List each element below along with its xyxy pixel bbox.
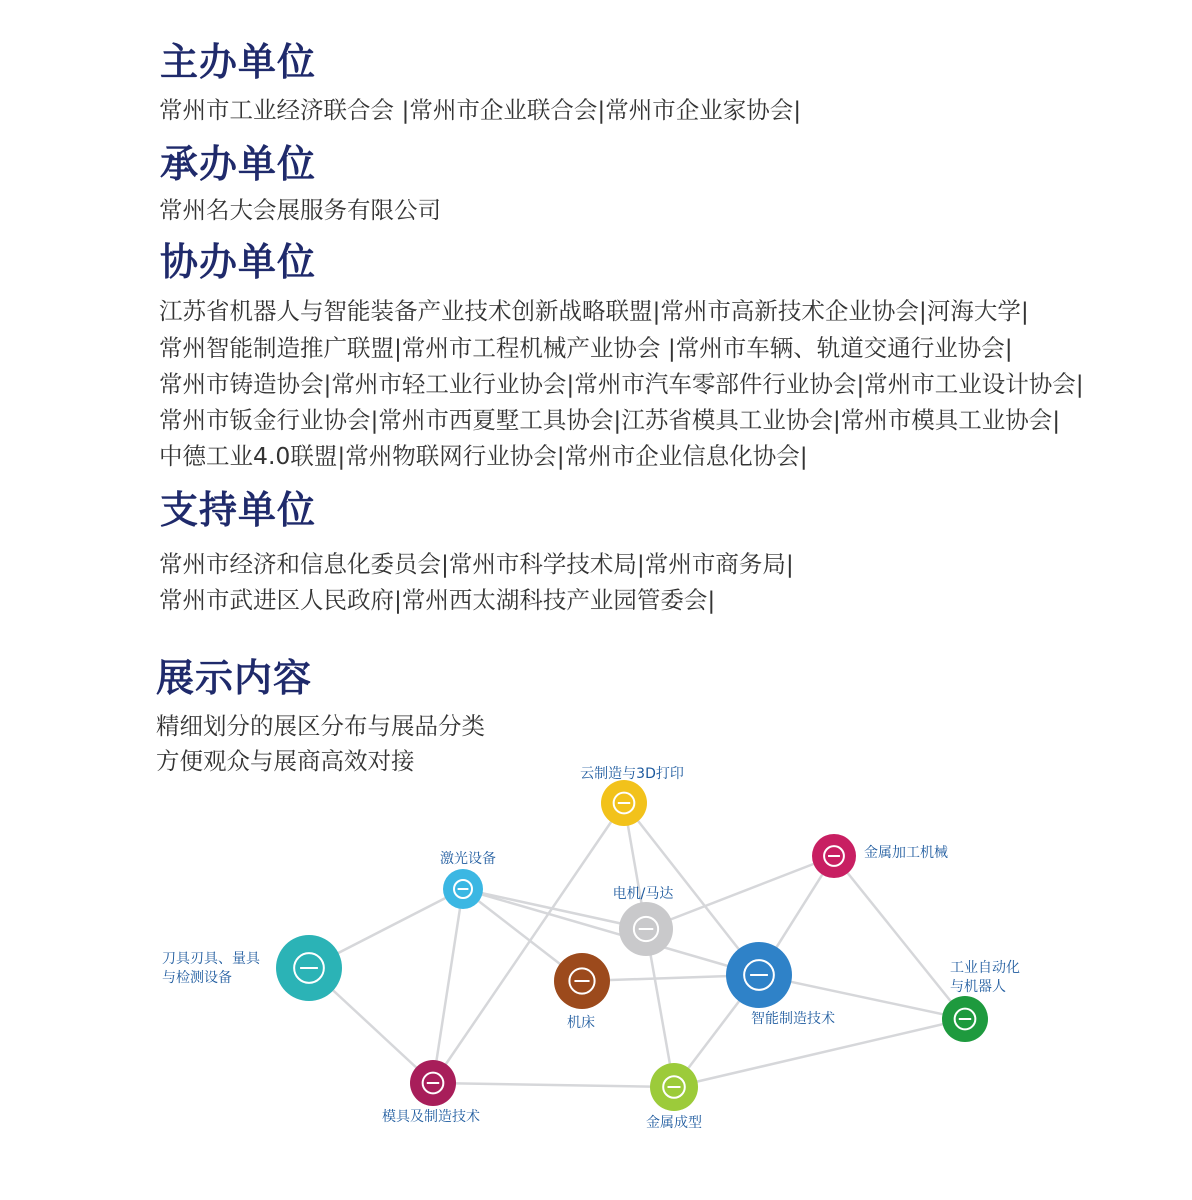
node-motor	[613, 885, 674, 956]
node-cloud	[580, 765, 684, 826]
node-label: 与机器人	[950, 979, 1006, 995]
supporter-line-1: 常州市经济和信息化委员会|常州市科学技术局|常州市商务局|	[159, 550, 794, 578]
heading-display: 展示内容	[156, 656, 313, 700]
network-nodes	[162, 765, 1020, 1131]
display-line-2: 方便观众与展商高效对接	[156, 747, 415, 775]
node-label: 电机/马达	[612, 886, 674, 902]
node-label: 金属成型	[646, 1115, 702, 1131]
heading-host: 主办单位	[160, 40, 317, 84]
node-label: 激光设备	[440, 851, 496, 867]
heading-co-organizer: 协办单位	[160, 240, 317, 284]
co-organizer-line-4: 常州市钣金行业协会|常州市西夏墅工具协会|江苏省模具工业协会|常州市模具工业协会|	[159, 406, 1061, 434]
node-forming	[646, 1063, 702, 1131]
node-label: 金属加工机械	[864, 845, 948, 861]
node-machine	[554, 953, 610, 1031]
network-edge	[433, 803, 624, 1083]
node-robot	[942, 959, 1020, 1042]
co-organizer-line-2: 常州智能制造推广联盟|常州市工程机械产业协会 |常州市车辆、轨道交通行业协会|	[159, 334, 1013, 362]
organizer-orgs: 常州名大会展服务有限公司	[159, 196, 441, 224]
node-cutting	[162, 935, 342, 1001]
node-label: 刀具刃具、量具	[162, 951, 260, 967]
node-mold	[382, 1060, 480, 1125]
node-smart	[726, 942, 835, 1027]
host-orgs: 常州市工业经济联合会 |常州市企业联合会|常州市企业家协会|	[159, 96, 802, 124]
network-edge	[433, 1083, 674, 1087]
node-label: 工业自动化	[950, 960, 1020, 976]
heading-organizer: 承办单位	[160, 142, 317, 186]
node-label: 智能制造技术	[751, 1011, 835, 1027]
node-metalwork	[812, 834, 948, 878]
display-line-1: 精细划分的展区分布与展品分类	[156, 712, 485, 740]
node-label: 与检测设备	[162, 970, 232, 986]
node-label: 机床	[567, 1015, 595, 1031]
co-organizer-line-3: 常州市铸造协会|常州市轻工业行业协会|常州市汽车零部件行业协会|常州市工业设计协会|	[159, 370, 1084, 398]
node-laser	[440, 850, 496, 909]
co-organizer-line-1: 江苏省机器人与智能装备产业技术创新战略联盟|常州市高新技术企业协会|河海大学|	[159, 297, 1029, 325]
node-label: 模具及制造技术	[382, 1109, 480, 1125]
heading-supporter: 支持单位	[160, 488, 317, 532]
co-organizer-line-5: 中德工业4.0联盟|常州物联网行业协会|常州市企业信息化协会|	[159, 442, 808, 470]
network-edge	[433, 889, 463, 1083]
supporter-line-2: 常州市武进区人民政府|常州西太湖科技产业园管委会|	[159, 586, 716, 614]
node-label: 云制造与3D打印	[580, 766, 684, 782]
